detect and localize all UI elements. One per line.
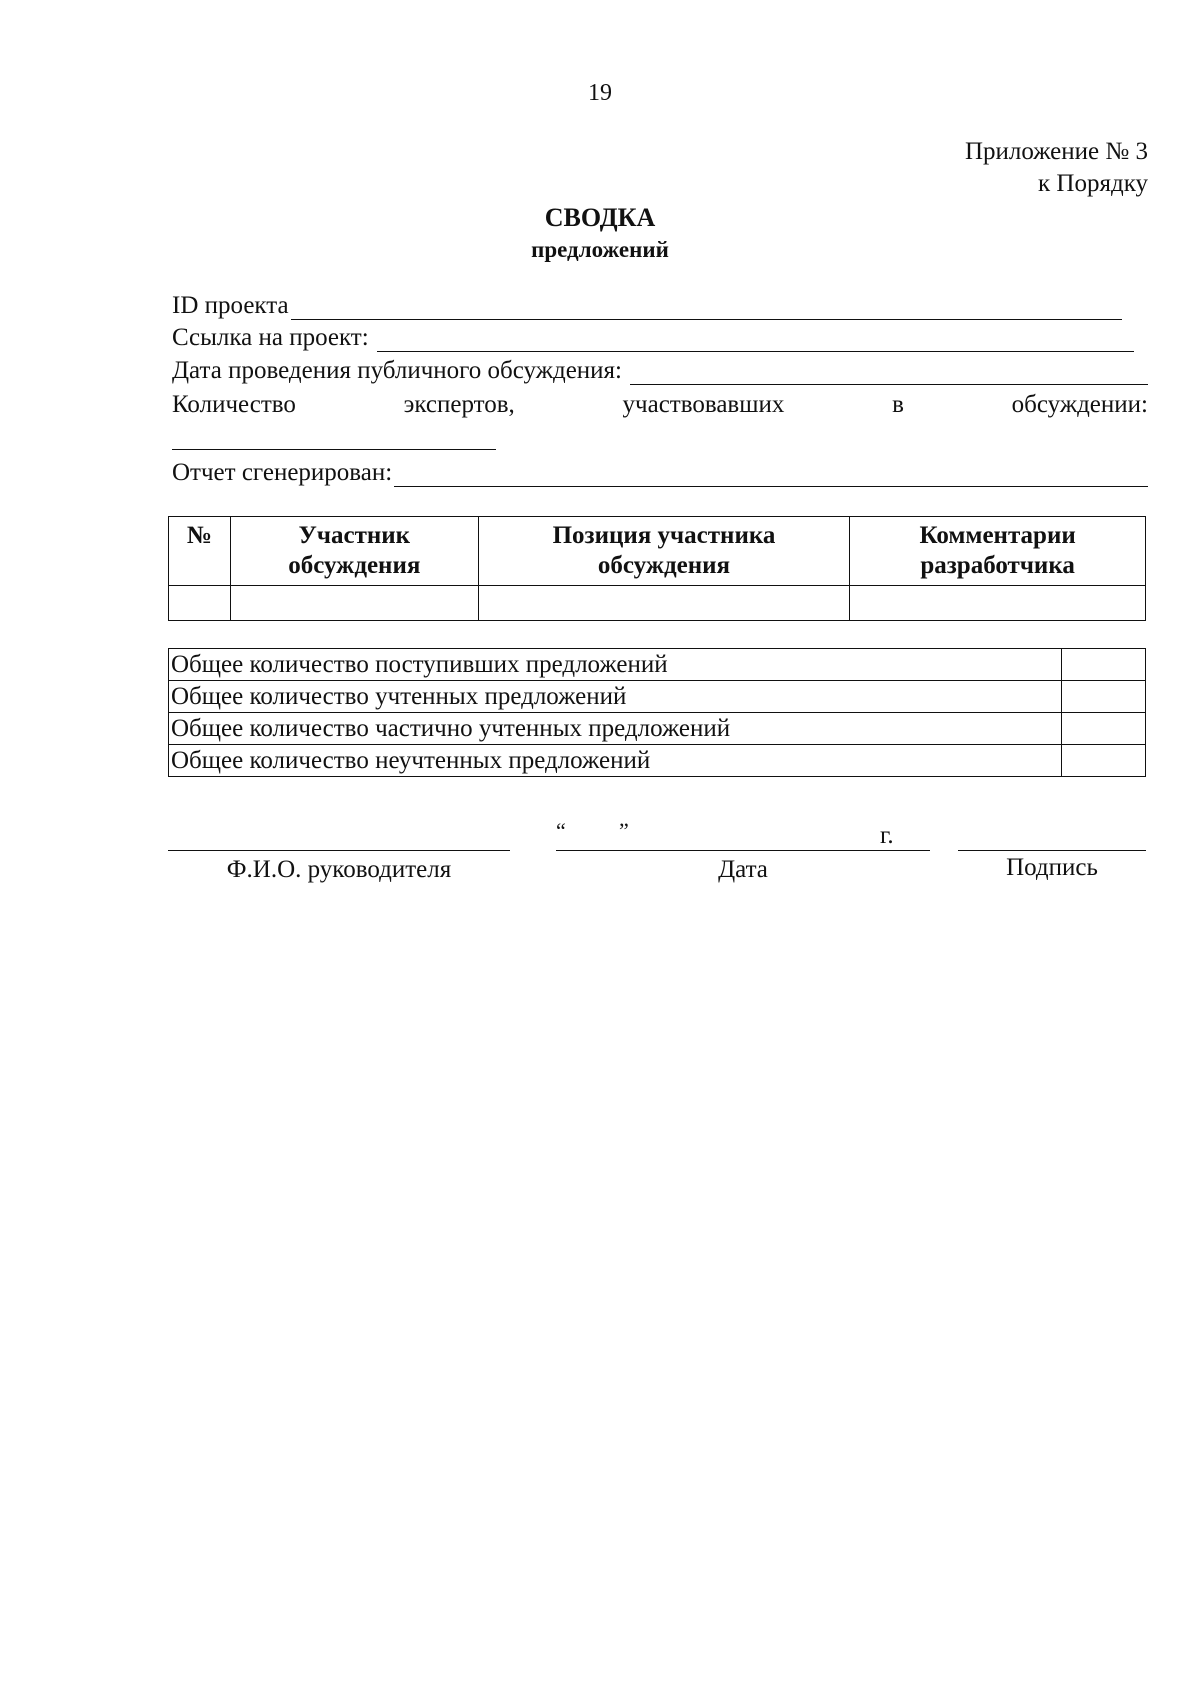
report-generated-label: Отчет сгенерирован: [172, 459, 393, 486]
signature-label: Подпись [1006, 854, 1098, 881]
project-link-label: Ссылка на проект: [172, 324, 369, 351]
header-comments: Комментарии разработчика [850, 517, 1146, 586]
experts-word-5: обсуждении: [1011, 391, 1148, 418]
summary-label: Общее количество учтенных предложений [169, 681, 1062, 713]
date-label: Дата [718, 856, 768, 883]
summary-row-partially-accepted [169, 713, 1146, 745]
table-cell[interactable] [230, 586, 478, 621]
date-blank[interactable] [556, 850, 930, 851]
appendix-line-1: Приложение № 3 [964, 138, 1148, 165]
experts-word-2: экспертов, [403, 391, 515, 418]
discussion-date-blank[interactable] [630, 358, 1148, 385]
project-id-blank[interactable] [291, 293, 1122, 320]
project-link-blank[interactable] [377, 325, 1134, 352]
appendix-line-2: к Порядку [1038, 170, 1148, 197]
page-number: 19 [588, 80, 612, 106]
summary-value[interactable] [1062, 681, 1146, 713]
document-title: СВОДКА [544, 203, 656, 232]
experts-word-4: в [892, 391, 904, 418]
experts-count-label [172, 391, 1148, 419]
signature-blank[interactable] [958, 850, 1146, 851]
report-generated-field [172, 455, 1148, 487]
summary-table [168, 648, 1146, 777]
table-cell[interactable] [478, 586, 850, 621]
discussion-date-label: Дата проведения публичного обсуждения: [172, 357, 622, 384]
summary-row-accepted [169, 681, 1146, 713]
experts-word-1: Количество [172, 391, 296, 418]
header-number: № [169, 517, 231, 586]
header-position: Позиция участника обсуждения [478, 517, 850, 586]
document-subtitle: предложений [531, 237, 669, 262]
date-open-quote: “ [556, 818, 566, 843]
summary-row-rejected [169, 745, 1146, 777]
summary-label: Общее количество поступивших предложений [169, 649, 1062, 681]
summary-value[interactable] [1062, 649, 1146, 681]
summary-row-received [169, 649, 1146, 681]
summary-label: Общее количество неучтенных предложений [169, 745, 1062, 777]
table-cell[interactable] [850, 586, 1146, 621]
proposals-table [168, 516, 1146, 621]
appendix-note [965, 136, 1148, 200]
fio-blank[interactable] [168, 850, 510, 851]
summary-value[interactable] [1062, 745, 1146, 777]
header-participant: Участник обсуждения [230, 517, 478, 586]
discussion-date-field [172, 353, 1148, 385]
project-id-field [172, 288, 1122, 320]
project-id-label: ID проекта [172, 292, 289, 319]
date-close-quote: ” [619, 818, 629, 843]
report-generated-blank[interactable] [394, 460, 1148, 487]
proposals-table-header [169, 517, 1146, 586]
experts-word-3: участвовавших [622, 391, 785, 418]
project-link-field [172, 320, 1134, 352]
summary-value[interactable] [1062, 713, 1146, 745]
table-cell[interactable] [169, 586, 231, 621]
table-row [169, 586, 1146, 621]
fio-label: Ф.И.О. руководителя [226, 856, 452, 883]
summary-label: Общее количество частично учтенных предложений [169, 713, 1062, 745]
date-year-suffix: г. [880, 822, 894, 849]
experts-count-blank[interactable] [172, 449, 496, 450]
